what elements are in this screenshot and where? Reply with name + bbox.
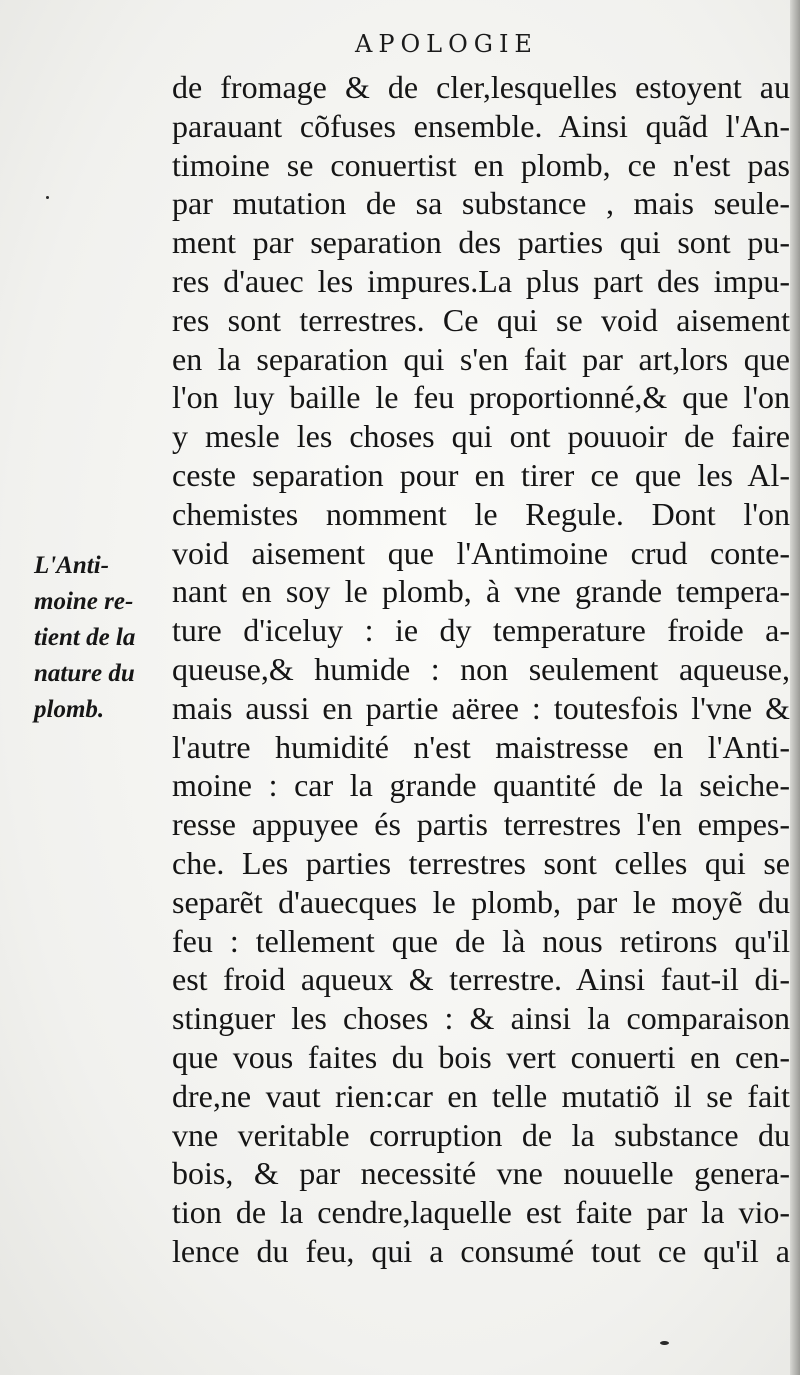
text-line: ment par separation des parties qui sont pu- [172, 224, 790, 261]
text-line: que vous faites du bois vert conuerti en cen- [172, 1038, 790, 1075]
text-line: est froid aqueux & terrestre. Ainsi faut-il di- [172, 961, 790, 998]
running-head: APOLOGIE [355, 30, 538, 58]
text-line: queuse,& humide : non seulement aqueuse, [172, 650, 790, 687]
text-line: nant en soy le plomb, à vne grande tempera- [172, 573, 790, 610]
text-line: en la separation qui s'en fait par art,lors que [172, 340, 790, 377]
margin-note-line: tient de la [34, 624, 136, 651]
text-line: l'autre humidité n'est maistresse en l'Anti- [172, 728, 790, 765]
text-line: mais aussi en partie aëree : toutesfois l'vne & [172, 689, 790, 726]
text-line: ture d'iceluy : ie dy temperature froide a- [172, 612, 790, 649]
text-line: separẽt d'auecques le plomb, par le moyẽ du [172, 883, 790, 920]
text-line: res d'auec les impures.La plus part des impu- [172, 262, 790, 299]
ink-speck [660, 1341, 669, 1345]
text-line: che. Les parties terrestres sont celles qui se [172, 844, 790, 881]
text-line: lence du feu, qui a consumé tout ce qu'il a [172, 1232, 790, 1269]
text-line: de fromage & de cler,lesquelles estoyent au [172, 69, 790, 105]
text-line: l'on luy baille le feu proportionné,& que l'on [172, 379, 790, 416]
text-line: bois, & par necessité vne nouuelle genera- [172, 1155, 790, 1192]
margin-note [34, 548, 166, 728]
text-line: void aisement que l'Antimoine crud conte- [172, 534, 790, 571]
text-line: ceste separation pour en tirer ce que les Al- [172, 456, 790, 493]
text-line: resse appuyee és partis terrestres l'en empes- [172, 806, 790, 843]
text-line: chemistes nomment le Regule. Dont l'on [172, 495, 790, 532]
page-edge-shadow [790, 0, 800, 1375]
margin-note-line: nature du [34, 660, 135, 687]
text-line: tion de la cendre,laquelle est faite par la vio- [172, 1194, 790, 1231]
body-text [172, 68, 790, 1271]
text-line: dre,ne vaut rien:car en telle mutatiõ il se fait [172, 1077, 790, 1114]
text-line: timoine se conuertist en plomb, ce n'est pas [172, 146, 790, 183]
margin-note-line: L'Anti- [34, 552, 110, 579]
text-line: stinguer les choses : & ainsi la comparaison [172, 1000, 790, 1037]
text-line: vne veritable corruption de la substance du [172, 1116, 790, 1153]
margin-note-line: plomb. [34, 696, 105, 723]
text-line: moine : car la grande quantité de la seiche- [172, 767, 790, 804]
text-line: feu : tellement que de là nous retirons qu'il [172, 922, 790, 959]
text-line: par mutation de sa substance , mais seule- [172, 185, 790, 222]
ink-speck [46, 196, 49, 199]
text-line: y mesle les choses qui ont pouuoir de faire [172, 418, 790, 455]
text-line: res sont terrestres. Ce qui se void aisement [172, 301, 790, 338]
text-line: parauant cõfuses ensemble. Ainsi quãd l'An- [172, 107, 790, 144]
margin-note-line: moine re- [34, 588, 134, 615]
